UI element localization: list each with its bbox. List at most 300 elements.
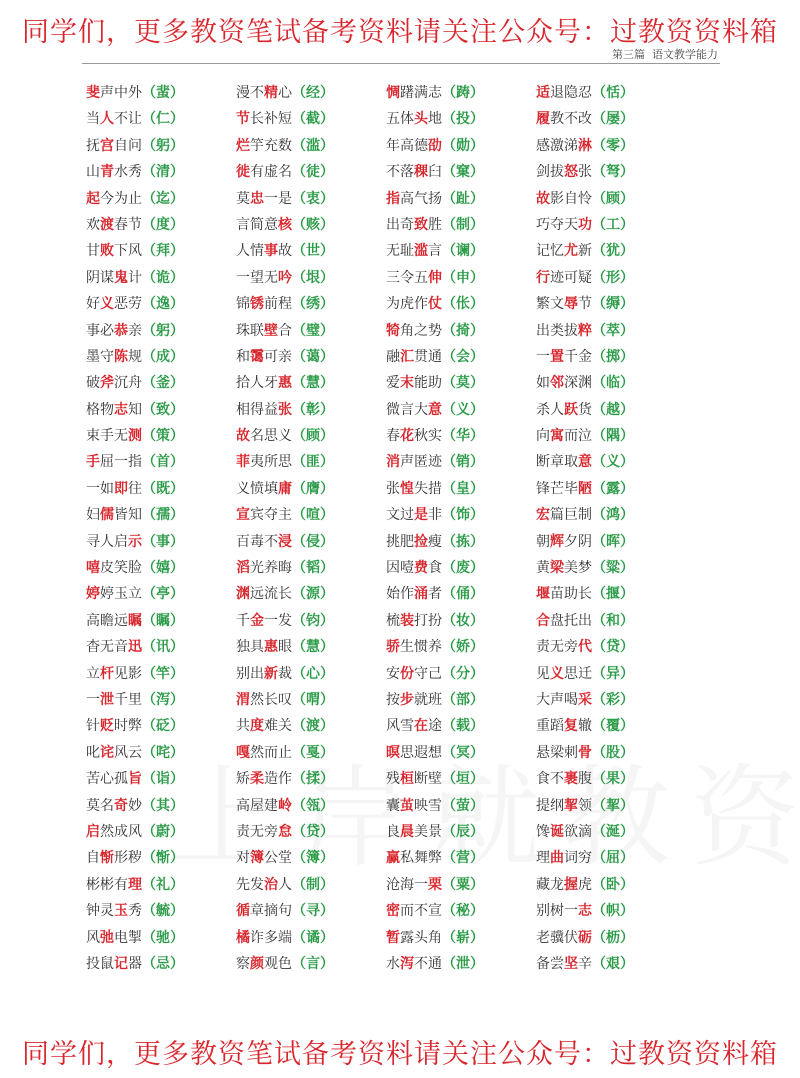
idiom-entry	[236, 370, 386, 396]
idiom-entry	[236, 951, 386, 977]
idiom-entry	[236, 397, 386, 423]
idiom-text: 竽充数	[250, 137, 292, 154]
idiom-text: 言简意	[236, 216, 278, 233]
wrong-char: 淋	[578, 137, 592, 154]
correct-char: （徒）	[292, 164, 334, 181]
wrong-char: 人	[100, 111, 114, 128]
idiom-text: 皆知	[114, 507, 142, 524]
idiom-text: 教不改	[550, 111, 592, 128]
correct-char: （泻）	[142, 691, 184, 708]
wrong-char: 斧	[100, 375, 114, 392]
idiom-text: 叱	[86, 744, 100, 761]
correct-char: （帜）	[592, 903, 634, 920]
idiom-entry	[536, 449, 686, 475]
wrong-char: 复	[564, 718, 578, 735]
wrong-char: 度	[250, 718, 264, 735]
idiom-entry	[86, 581, 236, 607]
wrong-char: 泻	[400, 955, 414, 972]
idiom-text: 风雪	[386, 718, 414, 735]
idiom-text: 始作	[386, 586, 414, 603]
idiom-text: 寻人启	[86, 533, 128, 550]
correct-char: （诣）	[142, 771, 184, 788]
idiom-entry	[536, 476, 686, 502]
idiom-text: 束手无	[86, 428, 128, 445]
idiom-text: 美景	[414, 823, 442, 840]
idiom-text: 夷所思	[250, 454, 292, 471]
wrong-char: 辱	[564, 296, 578, 313]
idiom-entry	[536, 608, 686, 634]
idiom-text: 角之势	[400, 322, 442, 339]
idiom-text: 婷玉立	[100, 586, 142, 603]
wrong-char: 玉	[114, 903, 128, 920]
idiom-entry	[536, 106, 686, 132]
wrong-char: 迅	[128, 639, 142, 656]
wrong-char: 鬼	[114, 269, 128, 286]
correct-char: （寻）	[292, 903, 334, 920]
wrong-char: 颜	[250, 955, 264, 972]
correct-char: （匪）	[292, 454, 334, 471]
idiom-entry	[536, 423, 686, 449]
idiom-text: 沧海一	[386, 876, 428, 893]
wrong-char: 茧	[400, 797, 414, 814]
correct-char: （既）	[142, 480, 184, 497]
wrong-char: 庸	[278, 480, 292, 497]
correct-char: （俑）	[442, 586, 484, 603]
idiom-entry	[386, 845, 536, 871]
idiom-text: 声中外	[100, 85, 142, 101]
idiom-text: 妇	[86, 507, 100, 524]
idiom-text: 裁	[278, 665, 292, 682]
idiom-text: 锋芒毕	[536, 480, 578, 497]
correct-char: （首）	[142, 454, 184, 471]
wrong-char: 滔	[236, 560, 250, 577]
idiom-entry	[386, 555, 536, 581]
idiom-text: 为虎作	[386, 296, 428, 313]
wrong-char: 菲	[236, 454, 250, 471]
wrong-char: 徙	[236, 164, 250, 181]
wrong-char: 渊	[236, 586, 250, 603]
wrong-char: 陋	[578, 480, 592, 497]
correct-char: （垣）	[442, 771, 484, 788]
idiom-entry	[536, 819, 686, 845]
wrong-char: 适	[536, 85, 550, 101]
correct-char: （膺）	[292, 480, 334, 497]
idiom-text: 黄	[536, 560, 550, 577]
wrong-char: 张	[278, 401, 292, 418]
idiom-text: 事必	[86, 322, 114, 339]
correct-char: （申）	[442, 269, 484, 286]
idiom-text: 共	[236, 718, 250, 735]
idiom-text: 食不	[536, 771, 564, 788]
idiom-text: 水	[386, 955, 400, 972]
idiom-entry	[86, 476, 236, 502]
wrong-char: 泄	[100, 691, 114, 708]
correct-char: （卧）	[592, 876, 634, 893]
idiom-entry	[86, 898, 236, 924]
correct-char: （喧）	[292, 507, 334, 524]
idiom-text: 抚	[86, 137, 100, 154]
idiom-text: 规	[128, 348, 142, 365]
idiom-text: 先发	[236, 876, 264, 893]
idiom-entry	[236, 318, 386, 344]
wrong-char: 稞	[414, 164, 428, 181]
wrong-char: 霭	[250, 348, 264, 365]
idiom-text: 好	[86, 296, 100, 313]
idiom-text: 千金	[564, 348, 592, 365]
wrong-char: 循	[236, 903, 250, 920]
correct-char: （渡）	[292, 718, 334, 735]
idiom-text: 义愤填	[236, 480, 278, 497]
correct-char: （礼）	[142, 876, 184, 893]
idiom-entry	[386, 238, 536, 264]
idiom-text: 千里	[114, 691, 142, 708]
idiom-entry	[386, 608, 536, 634]
correct-char: （蜚）	[142, 85, 184, 101]
idiom-text: 繁文	[536, 296, 564, 313]
correct-char: （萃）	[592, 322, 634, 339]
idiom-entry	[86, 423, 236, 449]
correct-char: （饰）	[442, 507, 484, 524]
idiom-text: 一望无	[236, 269, 278, 286]
idiom-text: 断章取	[536, 454, 578, 471]
correct-char: （竿）	[142, 665, 184, 682]
wrong-char: 事	[264, 243, 278, 260]
idiom-entry	[236, 423, 386, 449]
wrong-char: 簿	[250, 850, 264, 867]
idiom-text: 可亲	[264, 348, 292, 365]
idiom-text: 年高德	[386, 137, 428, 154]
correct-char: （迄）	[142, 190, 184, 207]
correct-char: （慧）	[292, 639, 334, 656]
idiom-entry	[536, 186, 686, 212]
wrong-char: 恭	[114, 322, 128, 339]
correct-char: （衷）	[292, 190, 334, 207]
idiom-text: 恶劳	[114, 296, 142, 313]
idiom-entry	[86, 370, 236, 396]
correct-char: （截）	[292, 111, 334, 128]
idiom-text: 见	[536, 665, 550, 682]
correct-char: （缛）	[592, 296, 634, 313]
wrong-char: 忠	[250, 190, 264, 207]
wrong-char: 采	[578, 691, 592, 708]
idiom-text: 按	[386, 691, 400, 708]
idiom-entry	[386, 713, 536, 739]
correct-char: （逸）	[142, 296, 184, 313]
idiom-entry	[236, 186, 386, 212]
idiom-text: 合	[278, 322, 292, 339]
idiom-entry	[236, 740, 386, 766]
idiom-text: 大声喝	[536, 691, 578, 708]
idiom-entry	[386, 661, 536, 687]
idiom-text: 公堂	[264, 850, 292, 867]
wrong-char: 犄	[386, 322, 400, 339]
idiom-text: 者	[428, 586, 442, 603]
wrong-char: 弛	[100, 929, 114, 946]
idiom-entry	[236, 898, 386, 924]
correct-char: （萤）	[442, 797, 484, 814]
correct-char: （诡）	[142, 269, 184, 286]
top-promo-banner: 同学们，更多教资笔试备考资料请关注公众号：过教资资料箱	[22, 17, 778, 48]
wrong-char: 在	[414, 718, 428, 735]
correct-char: （清）	[142, 164, 184, 181]
correct-char: （恬）	[592, 85, 634, 101]
idiom-text: 器	[128, 955, 142, 972]
wrong-char: 惠	[278, 375, 292, 392]
wrong-char: 故	[236, 428, 250, 445]
idiom-text: 针	[86, 718, 100, 735]
wrong-char: 是	[414, 507, 428, 524]
idiom-entry	[236, 502, 386, 528]
wrong-char: 渭	[236, 691, 250, 708]
idiom-text: 辙	[578, 718, 592, 735]
idiom-text: 春节	[114, 216, 142, 233]
idiom-entry	[386, 502, 536, 528]
correct-char: （砭）	[142, 718, 184, 735]
idiom-text: 水秀	[114, 164, 142, 181]
idiom-entry	[86, 872, 236, 898]
correct-char: （晖）	[592, 533, 634, 550]
idiom-entry	[236, 80, 386, 106]
idiom-entry	[386, 186, 536, 212]
idiom-entry	[236, 476, 386, 502]
correct-char: （拣）	[442, 533, 484, 550]
idiom-text: 安	[386, 665, 400, 682]
idiom-text: 然成风	[100, 823, 142, 840]
idiom-text: 宾夺主	[250, 507, 292, 524]
idiom-entry	[386, 476, 536, 502]
idiom-text: 一	[86, 691, 100, 708]
wrong-char: 挈	[564, 797, 578, 814]
wrong-char: 指	[386, 190, 400, 207]
idiom-text: 破	[86, 375, 100, 392]
idiom-text: 投鼠	[86, 955, 114, 972]
idiom-text: 人	[278, 876, 292, 893]
idiom-text: 今为止	[100, 190, 142, 207]
wrong-char: 滥	[414, 243, 428, 260]
wrong-char: 记	[114, 955, 128, 972]
idiom-text: 春	[386, 428, 400, 445]
idiom-text: 瘦	[428, 533, 442, 550]
idiom-entry	[536, 687, 686, 713]
idiom-entry	[86, 713, 236, 739]
idiom-text: 秋实	[414, 428, 442, 445]
idiom-entry	[86, 529, 236, 555]
wrong-char: 花	[400, 428, 414, 445]
wrong-char: 理	[128, 876, 142, 893]
idiom-text: 五体	[386, 111, 414, 128]
correct-char: （嬉）	[142, 560, 184, 577]
idiom-entry	[86, 661, 236, 687]
correct-char: （踌）	[442, 85, 484, 101]
wrong-char: 汇	[400, 348, 414, 365]
idiom-entry	[536, 529, 686, 555]
idiom-text: 躇满志	[400, 85, 442, 101]
idiom-text: 察	[236, 955, 250, 972]
wrong-char: 粹	[578, 322, 592, 339]
correct-char: （会）	[442, 348, 484, 365]
wrong-char: 跃	[564, 401, 578, 418]
idiom-entry	[386, 291, 536, 317]
wrong-char: 消	[386, 454, 400, 471]
idiom-text: 虎	[578, 876, 592, 893]
idiom-text: 计	[128, 269, 142, 286]
correct-char: （艰）	[592, 955, 634, 972]
correct-char: （果）	[592, 771, 634, 788]
idiom-entry	[386, 318, 536, 344]
wrong-char: 骄	[386, 639, 400, 656]
correct-char: （亭）	[142, 586, 184, 603]
wrong-char: 宣	[236, 507, 250, 524]
correct-char: （经）	[292, 85, 334, 101]
wrong-char: 惭	[100, 850, 114, 867]
idiom-entry	[86, 819, 236, 845]
correct-char: （躬）	[142, 137, 184, 154]
wrong-char: 杆	[100, 665, 114, 682]
idiom-entry	[86, 133, 236, 159]
idiom-entry	[86, 159, 236, 185]
idiom-text: 深渊	[564, 375, 592, 392]
idiom-entry	[386, 925, 536, 951]
idiom-text: 然长叹	[250, 691, 292, 708]
correct-char: （露）	[592, 480, 634, 497]
idiom-text: 形秽	[114, 850, 142, 867]
idiom-text: 思迁	[564, 665, 592, 682]
idiom-text: 墨守	[86, 348, 114, 365]
idiom-entry	[86, 80, 236, 106]
idiom-entry	[536, 133, 686, 159]
section-title: 第三篇 语文教学能力	[612, 48, 718, 61]
wrong-char: 志	[114, 401, 128, 418]
idiom-text: 篇巨制	[550, 507, 592, 524]
idiom-text: 心	[278, 85, 292, 101]
idiom-text: 文过	[386, 507, 414, 524]
idiom-entry	[86, 449, 236, 475]
wrong-char: 烂	[236, 137, 250, 154]
idiom-entry	[236, 581, 386, 607]
correct-char: （惭）	[142, 850, 184, 867]
idiom-text: 前程	[264, 296, 292, 313]
wrong-char: 捡	[414, 533, 428, 550]
idiom-entry	[236, 555, 386, 581]
idiom-text: 途	[428, 718, 442, 735]
idiom-text: 私舞弊	[400, 850, 442, 867]
idiom-correction-grid	[86, 80, 686, 977]
correct-char: （零）	[592, 137, 634, 154]
idiom-entry	[536, 951, 686, 977]
idiom-text: 钟灵	[86, 903, 114, 920]
idiom-entry	[236, 819, 386, 845]
correct-char: （戛）	[292, 744, 334, 761]
idiom-text: 无耻	[386, 243, 414, 260]
wrong-char: 岭	[278, 797, 292, 814]
idiom-text: 一如	[86, 480, 114, 497]
wrong-char: 斐	[86, 85, 100, 101]
correct-char: （彰）	[292, 401, 334, 418]
correct-char: （讯）	[142, 639, 184, 656]
idiom-text: 夕阴	[564, 533, 592, 550]
idiom-text: 囊	[386, 797, 400, 814]
wrong-char: 栗	[428, 876, 442, 893]
wrong-char: 精	[264, 85, 278, 101]
idiom-entry	[236, 872, 386, 898]
wrong-char: 壁	[264, 322, 278, 339]
idiom-entry	[236, 713, 386, 739]
idiom-entry	[536, 581, 686, 607]
correct-char: （喟）	[292, 691, 334, 708]
wrong-char: 陈	[114, 348, 128, 365]
wrong-char: 义	[100, 296, 114, 313]
idiom-text: 张	[578, 164, 592, 181]
idiom-text: 名思义	[250, 428, 292, 445]
idiom-entry	[536, 212, 686, 238]
idiom-entry	[86, 925, 236, 951]
idiom-entry	[536, 713, 686, 739]
idiom-entry	[386, 529, 536, 555]
idiom-text: 苦心孤	[86, 771, 128, 788]
wrong-char: 意	[578, 454, 592, 471]
wrong-char: 邻	[550, 375, 564, 392]
idiom-entry	[536, 159, 686, 185]
idiom-text: 提纲	[536, 797, 564, 814]
idiom-text: 秀	[128, 903, 142, 920]
correct-char: （废）	[442, 560, 484, 577]
correct-char: （制）	[442, 216, 484, 233]
idiom-text: 诈多端	[250, 929, 292, 946]
idiom-text: 思遐想	[400, 744, 442, 761]
wrong-char: 尤	[564, 243, 578, 260]
idiom-text: 莫名	[86, 797, 114, 814]
correct-char: （工）	[592, 216, 634, 233]
idiom-entry	[86, 740, 236, 766]
correct-char: （勋）	[442, 137, 484, 154]
correct-char: （窠）	[442, 164, 484, 181]
idiom-text: 眼	[278, 639, 292, 656]
idiom-text: 矫	[236, 771, 250, 788]
idiom-text: 挑肥	[386, 533, 414, 550]
correct-char: （形）	[592, 269, 634, 286]
correct-char: （销）	[442, 454, 484, 471]
idiom-entry	[236, 212, 386, 238]
wrong-char: 曲	[550, 850, 564, 867]
idiom-entry	[86, 106, 236, 132]
wrong-char: 步	[400, 691, 414, 708]
idiom-entry	[236, 529, 386, 555]
idiom-text: 断壁	[414, 771, 442, 788]
correct-char: （义）	[592, 454, 634, 471]
correct-char: （躬）	[142, 322, 184, 339]
wrong-char: 宫	[100, 137, 114, 154]
idiom-entry	[536, 740, 686, 766]
wrong-char: 功	[578, 216, 592, 233]
wrong-char: 义	[550, 665, 564, 682]
correct-char: （绣）	[292, 296, 334, 313]
idiom-text: 美梦	[564, 560, 592, 577]
idiom-text: 爱	[386, 375, 400, 392]
correct-char: （隅）	[592, 428, 634, 445]
idiom-text: 责无旁	[236, 823, 278, 840]
correct-char: （鸿）	[592, 507, 634, 524]
idiom-text: 影自怜	[550, 190, 592, 207]
idiom-text: 辛	[578, 955, 592, 972]
correct-char: （事）	[142, 533, 184, 550]
wrong-char: 怒	[564, 164, 578, 181]
idiom-text: 向	[536, 428, 550, 445]
wrong-char: 诧	[100, 744, 114, 761]
correct-char: （谰）	[442, 243, 484, 260]
correct-char: （毓）	[142, 903, 184, 920]
correct-char: （部）	[442, 691, 484, 708]
wrong-char: 裹	[564, 771, 578, 788]
